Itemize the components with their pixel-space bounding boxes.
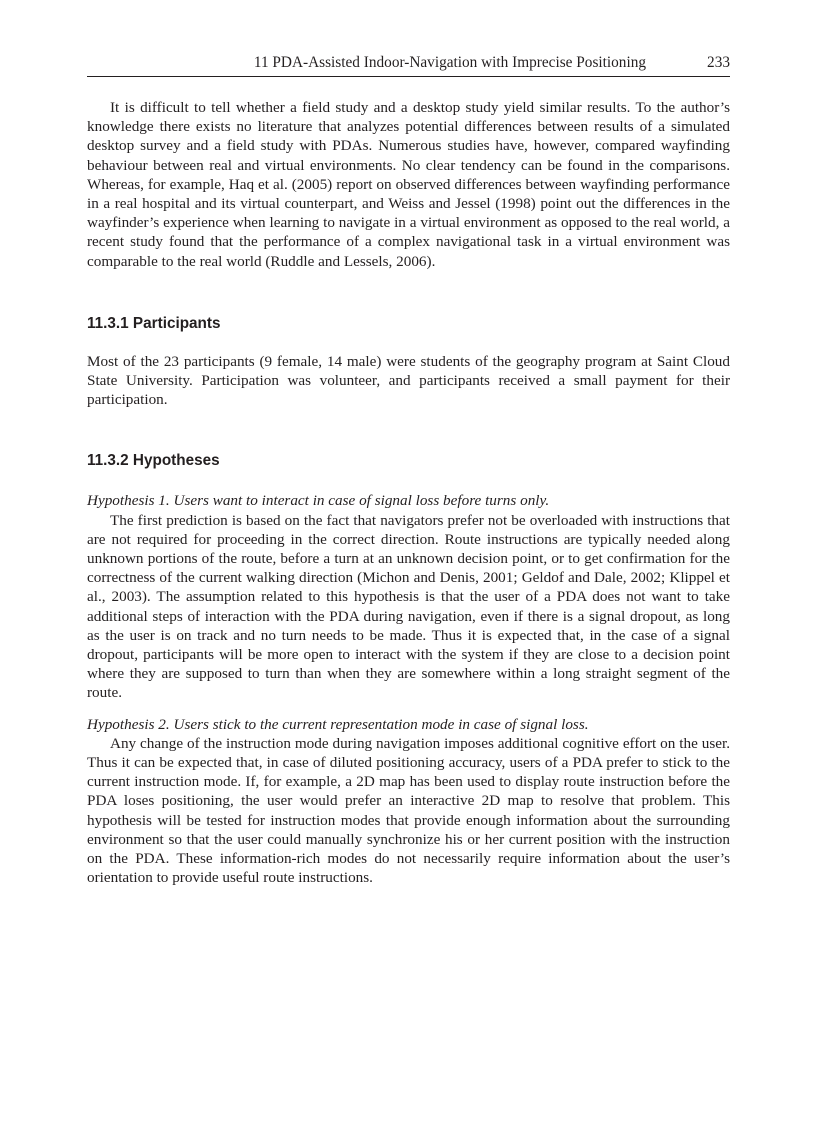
heading-hypotheses: 11.3.2 Hypotheses bbox=[87, 452, 220, 470]
hypothesis-1-body: The first prediction is based on the fact that navigators prefer not be overloaded with instructions that are not required for proceeding in the correct direction. Route instructions are typically needed along unknown portions of the route, before a turn at an unknown decision point, or to get confirmation for the correctness of the current walking direction (Michon and Denis, 2001; Geldof and Dale, 2002; Klippel et al., 2003). The assumption related to this hypothesis is that the user of a PDA does not want to take additional steps of interaction with the PDA during navigation, even if there is a signal dropout, as long as the user is on track and no turn needs to be made. Thus it is expected that, in the case of a signal dropout, participants will be more open to interact with the system if they are close to a decision point where they are supposed to turn than when they are somewhere within a long straight segment of the route. bbox=[87, 511, 730, 702]
hypothesis-2-body: Any change of the instruction mode during navigation imposes additional cognitive effort on the user. Thus it can be expected that, in case of diluted positioning accuracy, users of a PDA prefer to stick to the current instruction mode. If, for example, a 2D map has been used to display route instruction before the PDA loses positioning, the user would prefer an interactive 2D map to resolve that problem. This hypothesis will be tested for instruction modes that provide enough information about the surrounding environment so that the user could manually synchronize his or her current position with the instruction on the PDA. These information-rich modes do not necessarily require information about the user’s orientation to provide useful route instructions. bbox=[87, 734, 730, 887]
intro-paragraph: It is difficult to tell whether a field study and a desktop study yield similar results. To the author’s knowledge there exists no literature that analyzes potential differences between results of a simulated desktop survey and a field study with PDAs. Numerous studies have, however, compared wayfinding behaviour between real and virtual environments. No clear tendency can be found in the comparisons. Whereas, for example, Haq et al. (2005) report on observed differences between wayfinding performance in a real hospital and its virtual counterpart, and Weiss and Jessel (1998) point out the differences in the wayfinder’s experience when learning to navigate in a virtual environment as opposed to the real world, a recent study found that the performance of a complex navigational task in a virtual environment was comparable to the real world (Ruddle and Lessels, 2006). bbox=[87, 99, 730, 270]
hypothesis-1-title: Hypothesis 1. Users want to interact in case of signal loss before turns only. bbox=[87, 492, 550, 510]
book-page bbox=[87, 52, 730, 888]
hypothesis-2-title: Hypothesis 2. Users stick to the current representation mode in case of signal loss. bbox=[87, 715, 589, 733]
heading-participants: 11.3.1 Participants bbox=[87, 314, 221, 332]
running-header bbox=[87, 52, 730, 77]
page-number: 233 bbox=[707, 54, 730, 71]
running-title: 11 PDA-Assisted Indoor-Navigation with Imprecise Positioning bbox=[253, 54, 646, 71]
participants-paragraph: Most of the 23 participants (9 female, 14 male) were students of the geography program at Saint Cloud State University. Participation was volunteer, and participants received a small payment for their participation. bbox=[87, 352, 730, 409]
